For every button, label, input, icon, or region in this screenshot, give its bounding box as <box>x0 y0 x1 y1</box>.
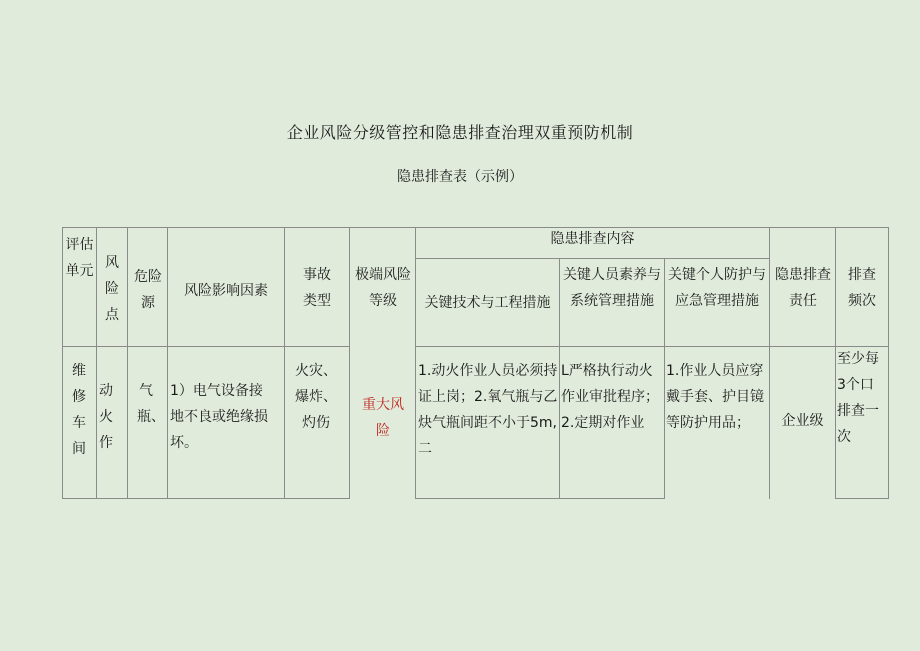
header-tech: 关键技术与工程措施 <box>424 295 551 311</box>
cell-frequency: 至少每3个口排查一次 <box>837 351 879 445</box>
header-content: 隐患排查内容 <box>550 231 635 247</box>
cell-point: 动火作 <box>99 383 113 451</box>
cell-responsibility: 企业级 <box>781 413 824 429</box>
cell-source: 气瓶、 <box>137 383 165 425</box>
header-protection: 关键个人防护与应急管理措施 <box>668 267 766 309</box>
header-accident-type: 事故类型 <box>303 267 331 309</box>
header-source: 危险源 <box>134 269 162 311</box>
document-title: 企业风险分级管控和隐患排查治理双重预防机制 <box>286 123 634 142</box>
cell-protection: 1.作业人员应穿戴手套、护目镜等防护用品； <box>666 363 764 431</box>
header-risk-level: 极端风险等级 <box>355 267 411 309</box>
cell-unit: 维修车间 <box>72 363 86 457</box>
header-responsibility: 隐患排查责任 <box>775 267 831 309</box>
cell-personnel: L严格执行动火作业审批程序；2.定期对作业 <box>561 363 659 431</box>
header-point: 风险点 <box>105 255 119 323</box>
document-subtitle: 隐患排查表（示例） <box>397 169 523 185</box>
header-factors: 风险影响因素 <box>184 283 268 299</box>
cell-factors: 1）电气设备接地不良或绝缘损坏。 <box>170 383 268 451</box>
header-personnel: 关键人员素养与系统管理措施 <box>563 267 661 309</box>
header-unit: 评估单元 <box>65 237 94 279</box>
cell-tech: 1.动火作业人员必须持证上岗；2.氧气瓶与乙炔气瓶间距不小于5m,二 <box>418 363 558 457</box>
cell-accident-type: 火灾、爆炸、灼伤 <box>295 363 337 431</box>
cell-risk-level: 重大风险 <box>362 397 404 439</box>
header-frequency: 排查频次 <box>848 267 876 309</box>
